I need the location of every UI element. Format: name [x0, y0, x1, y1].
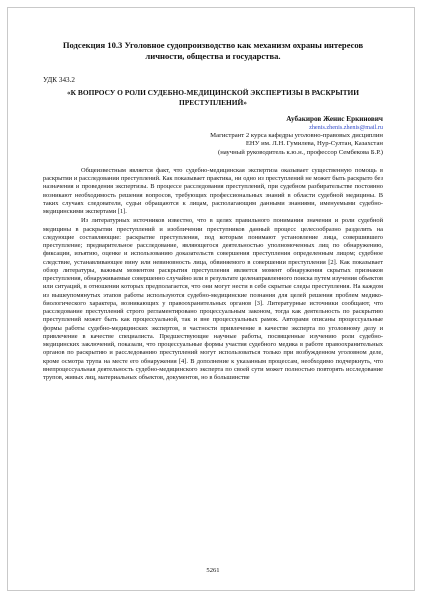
udc-code: УДК 343.2 [43, 76, 76, 84]
article-title: «К ВОПРОСУ О РОЛИ СУДЕБНО-МЕДИЦИНСКОЙ ЭКСПЕРТИЗЫ В РАСКРЫТИИ ПРЕСТУПЛЕНИЙ» [66, 88, 360, 107]
author-name: Аубакиров Женис Еркинович [286, 115, 383, 124]
paper-page [43, 40, 383, 592]
body-paragraph: Из литературных источников известно, что в целях правильного понимания значения и роли судебной медицины в раскрытии преступлений и изобличении преступников данный процесс целесообразно разделить на следующие составляющие: раскрытие преступления, под которым понимают установление лица, совершившего преступление; предварительное расследование, являющегося деятельностью уполномоченных лиц по обнаружению, фиксации, изъятию, оценке и использованию доказательств совершения преступления определенным лицом; судебное следствие, устанавливающее вину или невиновность лица, обвиняемого в совершении преступления [2]. Как показывает обзор литературы, важным моментом раскрытия преступления является момент обнаружения скрытых признаков преступления, обнаруживаемые совершенно случайно или в результате целенаправленного поиска путем изучения объектов или ситуаций, в отношении которых предполагается, что они могут нести в себе скрытые следы преступления. На каждом из вышеупомянутых этапов работы используются судебно-медицинские познания для целей решения проблем медико-биологического характера, возникающих у правоохранительных органов [3]. Литературные источники сообщают, что расследование преступлений строго регламентировано процессуальным законом, тогда как деятельность по раскрытию преступлений может быть как процессуальной, так и вне процессуальных рамок. Авторами описаны процессуальные формы работы судебно-медицинских экспертов, в частности привлечение в качестве эксперта по уголовному делу и привлечение в качестве специалиста. Предшествующие научные работы, посвященные изучению роли судебно-медицинских заключений, показали, что процессуальные формы участия судебного медика в работе правоохранительных органов по раскрытию и расследованию преступлений могут использоваться только при возбужденном уголовном деле, кроме осмотра трупа на месте его обнаружения [4]. В дополнение к указанным процессам, необходимо подчеркнуть, что внепроцессуальная деятельность судебно-медицинского эксперта по своей сути может полностью повторять исследование трупов, живых лиц, материальных объектов, документов, но в большинстве [43, 217, 383, 382]
author-affiliation [43, 132, 383, 157]
page-frame [7, 7, 415, 591]
section-title: Подсекция 10.3 Уголовное судопроизводство как механизм охраны интересов личности, общества и государства. [62, 40, 364, 61]
author-email[interactable]: zhenis.zhenis.zhenis@mail.ru [309, 124, 383, 132]
affiliation-line: (научный руководитель к.ю.н., профессор Сембекова Б.Р.) [217, 148, 383, 156]
page-number: 5261 [206, 567, 220, 574]
affiliation-line: ЕНУ им. Л.Н. Гумилева, Нур-Султан, Казахстан [245, 140, 383, 148]
affiliation-line: Магистрант 2 курса кафедры уголовно-правовых дисциплин [210, 132, 383, 140]
body-paragraph: Общеизвестным является факт, что судебно-медицинская экспертиза оказывает существенную помощь в раскрытии и расследовании преступлений. Как показывает практика, ни одно из преступлений не может быть раскрыто без назначения и проведения экспертизы. В процессе расследования преступлений, при судебном разбирательстве постоянно возникают необходимость решения вопросов, требующих профессиональных знаний в области судебной медицины. В таких случаях следователи, судьи обращаются к лицам, располагающим данными знаниями, именуемыми судебно-медицинскими экспертами [1]. [43, 166, 383, 216]
